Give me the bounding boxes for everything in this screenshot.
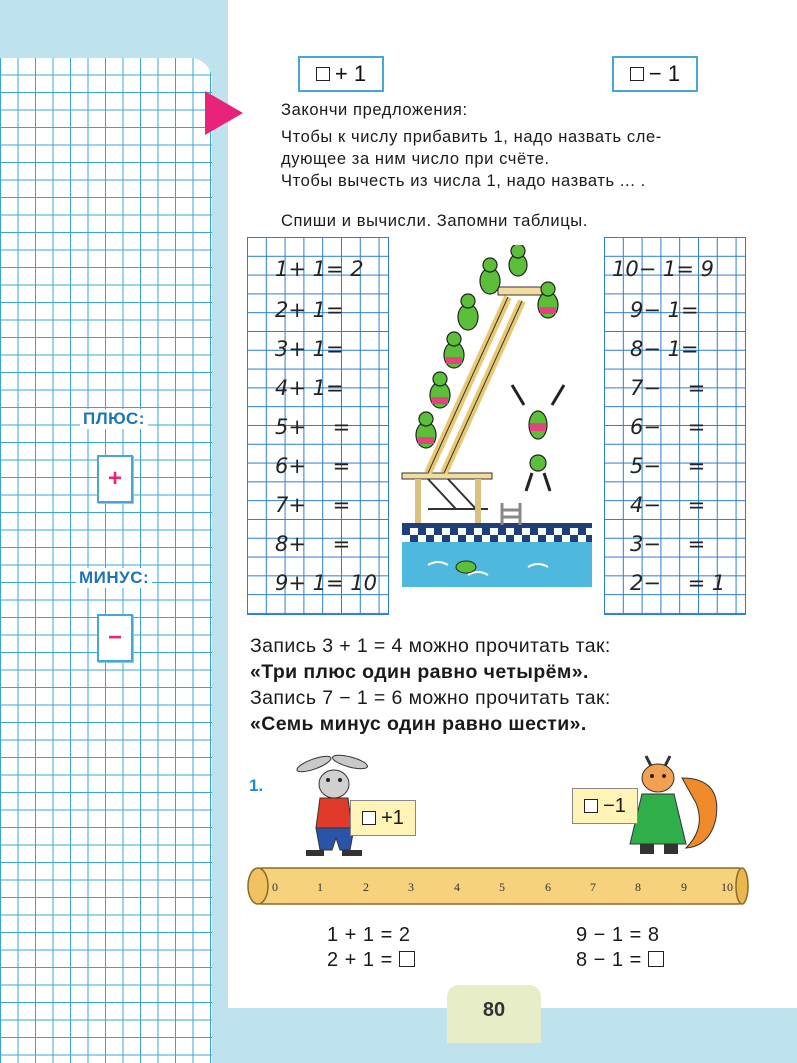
ruler-tick-label: 9 (681, 880, 687, 894)
reading-line-3: Запись 7 − 1 = 6 можно прочитать так: (250, 687, 611, 709)
plus-row: 8+ = (275, 532, 351, 556)
plus-row: 3+ 1= (275, 337, 344, 361)
ruler-tick-label: 1 (317, 880, 323, 894)
minus-row: 2− = 1 (630, 571, 726, 595)
plus-one-box (298, 56, 384, 92)
task-line-1: Чтобы к числу прибавить 1, надо назвать сле- (281, 128, 662, 146)
page-number: 80 (447, 985, 541, 1043)
minus-row: 8− 1= (630, 337, 699, 361)
frogs-diving-illustration (398, 245, 598, 590)
ruler-tick-label: 3 (408, 880, 414, 894)
ruler-tick-label: 7 (590, 880, 596, 894)
rabbit-sign-text: +1 (381, 806, 404, 829)
right-equation-2 (576, 949, 669, 972)
left-equation-2-text: 2 + 1 = (327, 949, 393, 971)
minus-row: 10− 1= 9 (612, 257, 714, 281)
minus-one-box (612, 56, 698, 92)
plus-row: 1+ 1= 2 (275, 257, 364, 281)
minus-row: 3− = (630, 532, 706, 556)
plus-row: 5+ = (275, 415, 351, 439)
task-instruction: Спиши и вычисли. Запомни таблицы. (281, 212, 588, 230)
squirrel-sign-text: −1 (603, 794, 626, 817)
reading-line-2: «Три плюс один равно четырём». (250, 661, 589, 683)
left-equation-1: 1 + 1 = 2 (327, 924, 411, 946)
reading-line-4: «Семь минус один равно шести». (250, 713, 587, 735)
minus-table-grid (604, 237, 746, 615)
rabbit-sign (350, 800, 416, 836)
blank-square-icon (584, 799, 598, 813)
plus-table-grid (247, 237, 389, 615)
minus-row: 4− = (630, 493, 706, 517)
reading-line-1: Запись 3 + 1 = 4 можно прочитать так: (250, 635, 611, 657)
plus-row: 2+ 1= (275, 298, 344, 322)
exercise-number: 1. (249, 776, 264, 795)
plus-row: 7+ = (275, 493, 351, 517)
ruler-tick-label: 5 (499, 880, 505, 894)
ruler-tick-label: 0 (272, 880, 278, 894)
blank-square-icon (316, 67, 330, 81)
blank-square-icon (362, 811, 376, 825)
plus-row: 9+ 1= 10 (275, 571, 377, 595)
task-line-3: Чтобы вычесть из числа 1, надо назвать ... . (281, 172, 646, 190)
left-equation-2 (327, 949, 420, 972)
ruler-tick-label: 6 (545, 880, 551, 894)
grid-sidebar (0, 58, 212, 1063)
plus-sign-box: + (97, 455, 133, 503)
answer-square-icon (399, 951, 415, 967)
pointer-triangle-icon (205, 91, 243, 135)
minus-row: 6− = (630, 415, 706, 439)
blank-square-icon (630, 67, 644, 81)
minus-row: 7− = (630, 376, 706, 400)
ruler-tick-label: 2 (363, 880, 369, 894)
minus-label: МИНУС: (76, 568, 152, 588)
plus-row: 4+ 1= (275, 376, 344, 400)
minus-sign-box: − (97, 614, 133, 662)
answer-square-icon (648, 951, 664, 967)
minus-one-text: − 1 (648, 61, 681, 86)
minus-row: 9− 1= (630, 298, 699, 322)
minus-row: 5− = (630, 454, 706, 478)
plus-label: ПЛЮС: (80, 409, 148, 429)
task-title: Закончи предложения: (281, 101, 468, 119)
right-equation-1: 9 − 1 = 8 (576, 924, 660, 946)
task-line-2: дующее за ним число при счёте. (281, 150, 550, 168)
squirrel-sign (572, 788, 638, 824)
ruler-tick-label: 4 (454, 880, 460, 894)
plus-row: 6+ = (275, 454, 351, 478)
ruler-tick-label: 8 (635, 880, 641, 894)
ruler-tick-label: 10 (721, 880, 733, 894)
right-equation-2-text: 8 − 1 = (576, 949, 642, 971)
plus-one-text: + 1 (334, 61, 367, 86)
